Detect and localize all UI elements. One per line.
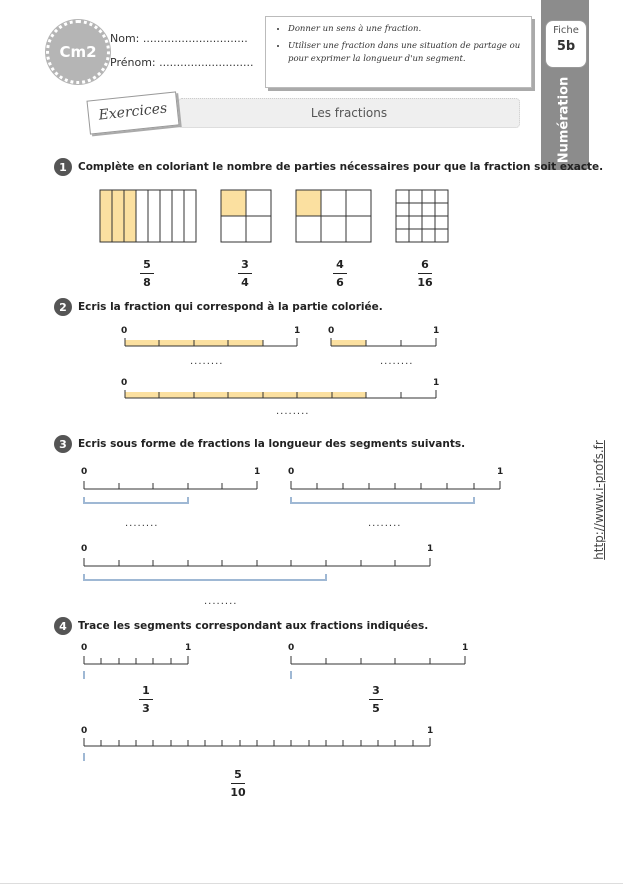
answer-blank[interactable]: ........	[368, 518, 402, 529]
page-title: Les fractions	[178, 98, 520, 128]
exercise-number: 4	[54, 617, 72, 635]
zero-label: 0	[81, 467, 88, 477]
fraction-label: 3 5	[356, 684, 396, 715]
one-label: 1	[433, 378, 440, 388]
name-field[interactable]: Nom: ..............................	[110, 32, 248, 45]
fiche-number: 5b	[556, 39, 576, 54]
square-quarters[interactable]	[221, 190, 271, 242]
segment-line-c	[84, 558, 430, 580]
website-link[interactable]: http://www.i-profs.fr	[592, 440, 606, 560]
zero-label: 0	[121, 378, 128, 388]
footer-divider	[0, 883, 623, 884]
zero-label: 0	[81, 726, 88, 736]
number-line-a	[125, 338, 297, 346]
domain-label: Numération	[556, 76, 572, 164]
level-badge: Cm2	[46, 20, 110, 84]
zero-label: 0	[81, 643, 88, 653]
rect-sixths[interactable]	[296, 190, 371, 242]
fraction-label: 5 8	[127, 258, 167, 289]
segment-line-b	[291, 481, 500, 503]
exercise-number: 1	[54, 158, 72, 176]
exercices-badge: Exercices	[86, 91, 179, 134]
one-label: 1	[427, 726, 434, 736]
one-label: 1	[427, 544, 434, 554]
rect-eighths[interactable]	[100, 190, 196, 242]
answer-blank[interactable]: ........	[190, 356, 224, 367]
square-sixteenths[interactable]	[396, 190, 448, 242]
one-label: 1	[462, 643, 469, 653]
fiche-box: Fiche 5b	[545, 20, 587, 68]
firstname-field[interactable]: Prénom: ...........................	[110, 56, 254, 69]
objective-item: • Utiliser une fraction dans une situation de partage ou pour exprimer la longueur d'un segment.	[288, 40, 531, 66]
answer-blank[interactable]: ........	[380, 356, 414, 367]
answer-blank[interactable]: ........	[204, 596, 238, 607]
one-label: 1	[254, 467, 261, 477]
exercise-number: 3	[54, 435, 72, 453]
fraction-label: 3 4	[225, 258, 265, 289]
trace-line-b[interactable]	[291, 656, 465, 679]
exercise-number: 2	[54, 298, 72, 316]
trace-line-a[interactable]	[84, 656, 188, 679]
one-label: 1	[294, 326, 301, 336]
answer-blank[interactable]: ........	[276, 406, 310, 417]
exercise-title: Trace les segments correspondant aux fractions indiquées.	[78, 620, 429, 632]
number-line-c	[125, 390, 436, 398]
answer-blank[interactable]: ........	[125, 518, 159, 529]
trace-line-c[interactable]	[84, 738, 430, 761]
exercise-title: Ecris la fraction qui correspond à la partie coloriée.	[78, 301, 383, 313]
zero-label: 0	[121, 326, 128, 336]
one-label: 1	[433, 326, 440, 336]
one-label: 1	[497, 467, 504, 477]
fraction-label: 5 10	[230, 768, 246, 799]
number-line-b	[331, 338, 436, 346]
exercise-title: Complète en coloriant le nombre de parties nécessaires pour que la fraction soit exacte.	[78, 161, 604, 173]
zero-label: 0	[81, 544, 88, 554]
one-label: 1	[185, 643, 192, 653]
fraction-label: 4 6	[320, 258, 360, 289]
zero-label: 0	[328, 326, 335, 336]
exercise-title: Ecris sous forme de fractions la longueur des segments suivants.	[78, 438, 466, 450]
fraction-label: 1 3	[126, 684, 166, 715]
fraction-label: 6 16	[417, 258, 433, 289]
zero-label: 0	[288, 467, 295, 477]
segment-line-a	[84, 481, 257, 503]
objective-item: • Donner un sens à une fraction.	[288, 23, 531, 36]
zero-label: 0	[288, 643, 295, 653]
